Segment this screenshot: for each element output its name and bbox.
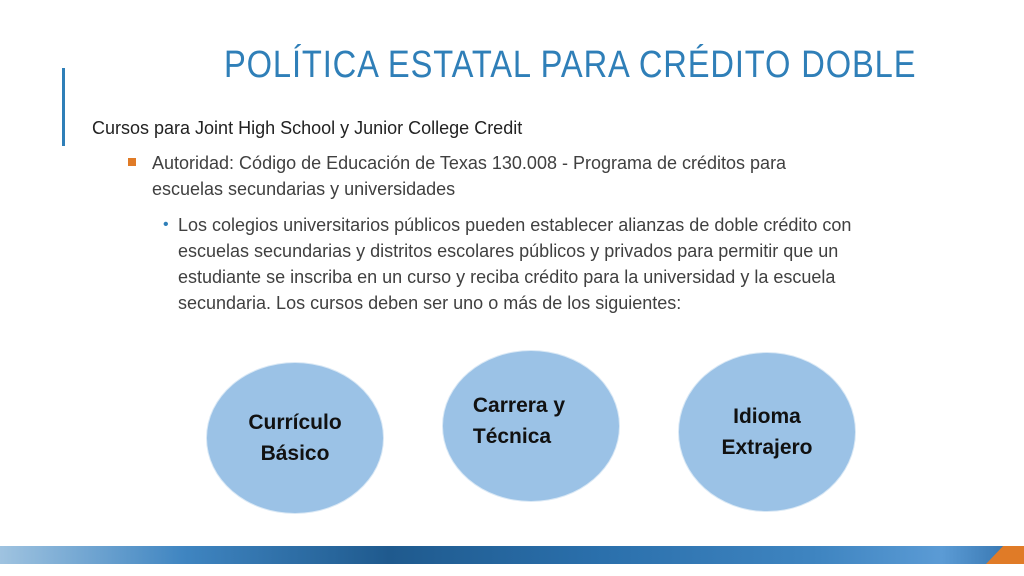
slide-subtitle: Cursos para Joint High School y Junior College Credit <box>92 118 523 138</box>
bullet-level-1-text: Autoridad: Código de Educación de Texas 130.008 - Programa de créditos para escuelas secundarias y universidades <box>152 153 787 199</box>
circle-curriculo-basico <box>206 362 384 514</box>
circle-label: Carrera y Técnica <box>472 394 566 448</box>
square-bullet-icon <box>128 158 136 166</box>
round-bullet-icon: • <box>163 216 169 233</box>
bullet-level-2 <box>163 212 915 316</box>
title-accent-line <box>62 68 65 146</box>
footer-gradient-bar <box>0 546 1024 564</box>
circle-carrera-tecnica <box>442 350 620 502</box>
circle-label: Idioma Extrajero <box>721 405 813 459</box>
slide-title: POLÍTICA ESTATAL PARA CRÉDITO DOBLE <box>224 44 917 86</box>
bullet-level-2-text: Los colegios universitarios públicos pueden establecer alianzas de doble crédito con escuelas secundarias y distritos escolares públicos y privados para permitir que un estudiante se inscriba en un curso y reciba crédito para la universidad y la escuela secundaria. Los cursos deben ser uno o más de los siguientes: <box>178 215 852 313</box>
bullet-level-1 <box>128 150 808 202</box>
circle-idioma-extrajero <box>678 352 856 512</box>
circle-label: Currículo Básico <box>248 411 342 465</box>
